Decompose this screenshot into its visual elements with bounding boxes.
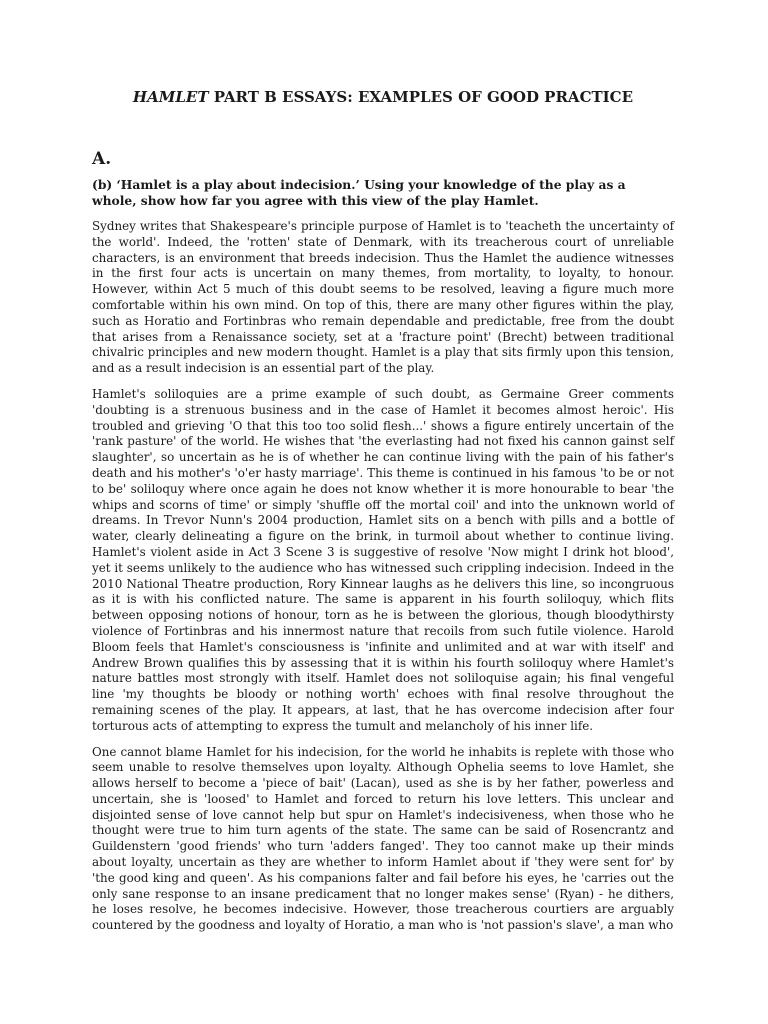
essay-question: (b) ‘Hamlet is a play about indecision.’ Using your knowledge of the play as a whole, show how far you agree with this view of the play Hamlet. <box>92 177 626 208</box>
essay-paragraph-2: Hamlet's soliloquies are a prime example of such doubt, as Germaine Greer comments 'doubting is a strenuous business and in the case of Hamlet it becomes almost heroic'. His troubled and grieving 'O that this too too solid flesh...' shows a figure entirely uncertain of the 'rank pasture' of the world. He wishes that 'the everlasting had not fixed his cannon gainst self slaughter', so uncertain as he is of whether he can continue living with the pain of his father's death and his mother's 'o'er hasty marriage'. This theme is continued in his famous 'to be or not to be' soliloquy where once again he does not know whether it is more honourable to bear 'the whips and scorns of time' or simply 'shuffle off the mortal coil' and into the unknown world of dreams. In Trevor Nunn's 2004 production, Hamlet sits on a bench with pills and a bottle of water, clearly delineating a figure on the brink, in turmoil about whether to continue living. Hamlet's violent aside in Act 3 Scene 3 is suggestive of resolve 'Now might I drink hot blood', yet it seems unlikely to the audience who has witnessed such crippling indecision. Indeed in the 2010 National Theatre production, Rory Kinnear laughs as he delivers this line, so incongruous as it is with his conflicted nature. The same is apparent in his fourth soliloquy, which flits between opposing notions of honour, torn as he is between the glorious, though bloodythirsty violence of Fortinbras and his innermost nature that recoils from such futile violence. Harold Bloom feels that Hamlet's consciousness is 'infinite and unlimited and at war with itself' and Andrew Brown qualifies this by assessing that it is within his fourth soliloquy where Hamlet's nature battles most strongly with itself. Hamlet does not soliloquise again; his final vengeful line 'my thoughts be bloody or nothing worth' echoes with final resolve throughout the remaining scenes of the play. It appears, at last, that he has overcome indecision after four torturous acts of attempting to express the tumult and melancholy of his inner life. <box>92 386 674 733</box>
document-page <box>92 87 674 934</box>
essay-paragraph-3: One cannot blame Hamlet for his indecision, for the world he inhabits is replete with those who seem unable to resolve themselves upon loyalty. Although Ophelia seems to love Hamlet, she allows herself to become a 'piece of bait' (Lacan), used as she is by her father, powerless and uncertain, she is 'loosed' to Hamlet and forced to return his love letters. This unclear and disjointed sense of love cannot help but spur on Hamlet's indecisiveness, when those who he thought were true to him turn agents of the state. The same can be said of Rosencrantz and Guildenstern 'good friends' who turn 'adders fanged'. They too cannot make up their minds about loyalty, uncertain as they are whether to inform Hamlet about if 'they were sent for' by 'the good king and queen'. As his companions falter and fail before his eyes, he 'carries out the only sane response to an insane predicament that no longer makes sense' (Ryan) - he dithers, he loses resolve, he becomes indecisive. However, those treacherous courtiers are arguably countered by the goodness and loyalty of Horatio, a man who is 'not passion's slave', a man who <box>92 744 674 933</box>
title-italic: HAMLET <box>132 88 209 106</box>
title-rest: PART B ESSAYS: EXAMPLES OF GOOD PRACTICE <box>208 88 634 106</box>
section-label: A. <box>92 149 112 169</box>
document-title <box>92 87 674 107</box>
essay-paragraph-1: Sydney writes that Shakespeare's principle purpose of Hamlet is to 'teacheth the uncertainty of the world'. Indeed, the 'rotten' state of Denmark, with its treacherous court of unreliable characters, is an environment that breeds indecision. Thus the Hamlet the audience witnesses in the first four acts is uncertain on many themes, from mortality, to loyalty, to honour. However, within Act 5 much of this doubt seems to be resolved, leaving a figure much more comfortable within his own mind. On top of this, there are many other figures within the play, such as Horatio and Fortinbras who remain dependable and predictable, free from the doubt that arises from a Renaissance society, set at a 'fracture point' (Brecht) between traditional chivalric principles and new modern thought. Hamlet is a play that sits firmly upon this tension, and as a result indecision is an essential part of the play. <box>92 219 674 376</box>
